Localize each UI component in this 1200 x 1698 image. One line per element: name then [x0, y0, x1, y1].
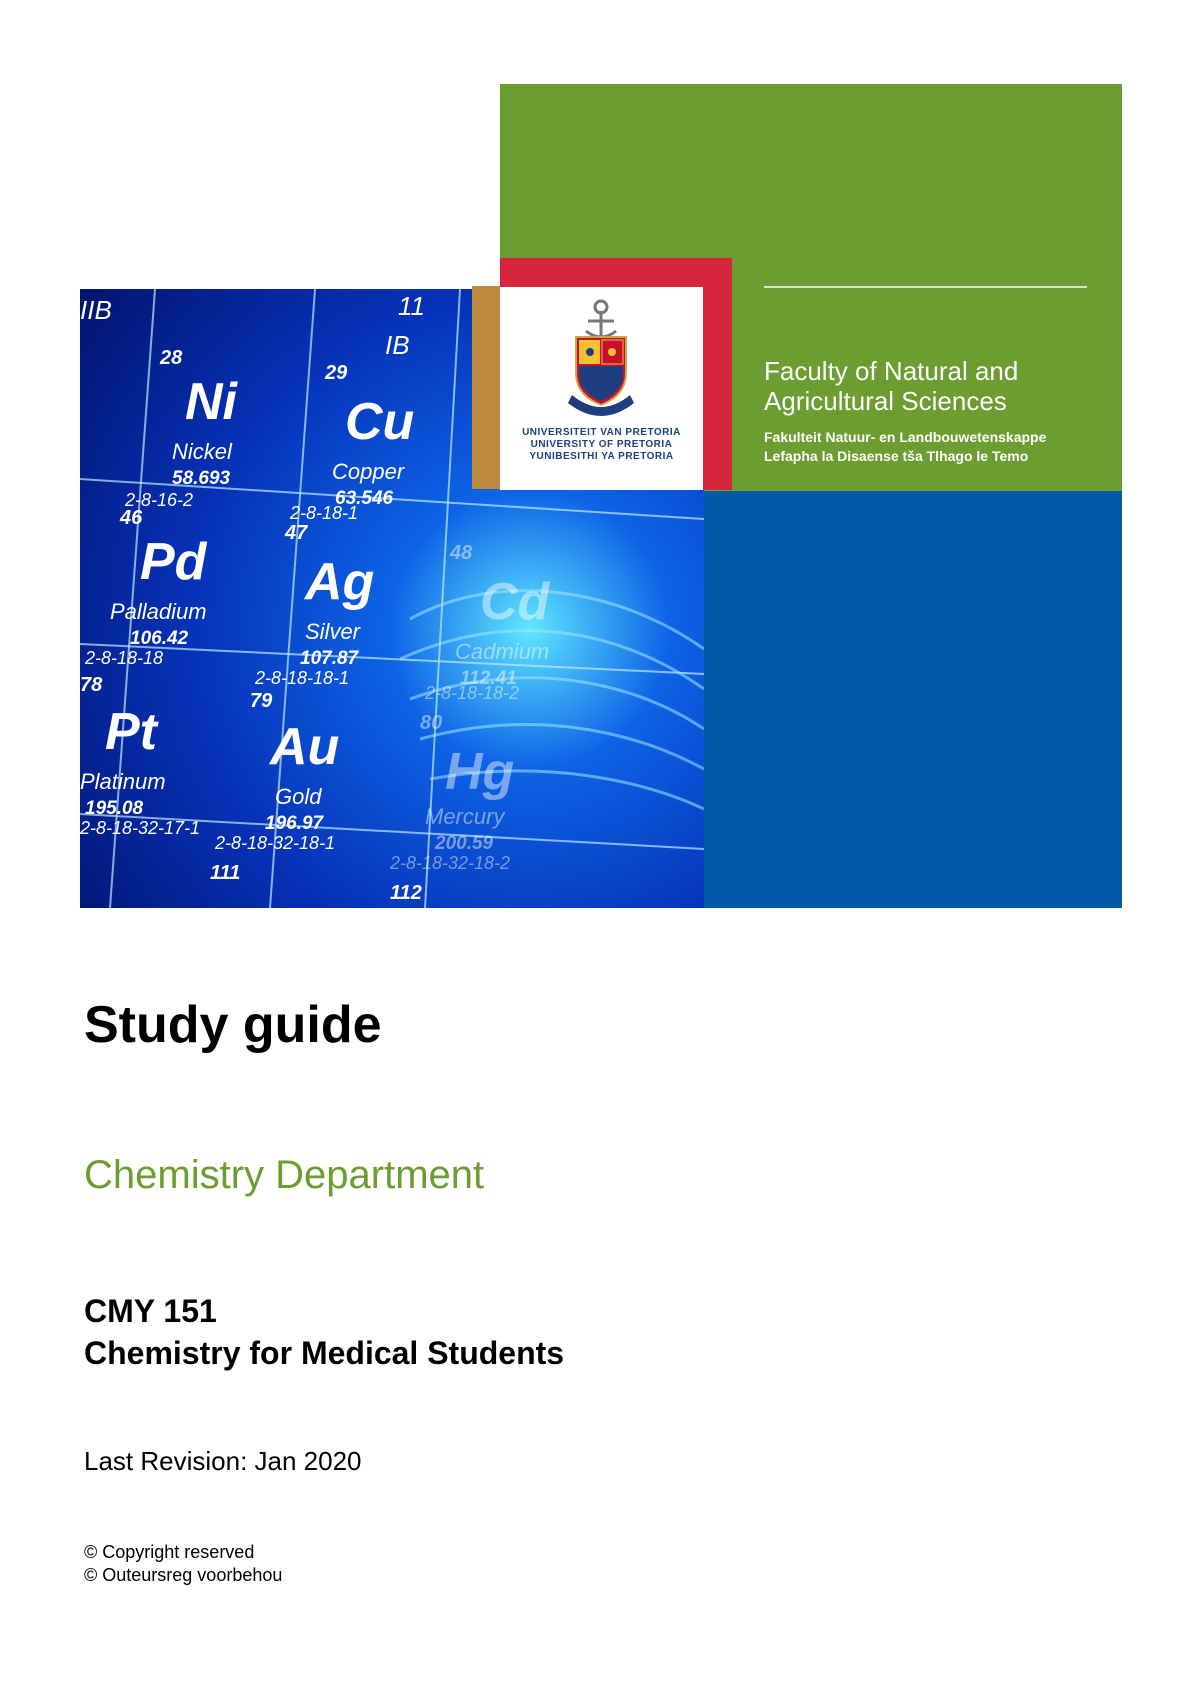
svg-text:2-8-18-1: 2-8-18-1 [290, 503, 359, 523]
svg-text:Cadmium: Cadmium [455, 639, 550, 664]
group-label-iib: IIB [80, 295, 112, 325]
university-name-sepedi: YUNIBESITHI YA PRETORIA [529, 451, 674, 462]
element-number-111: 111 [210, 862, 241, 884]
svg-text:195.08: 195.08 [85, 798, 144, 819]
university-name-english: UNIVERSITY OF PRETORIA [530, 439, 673, 450]
svg-text:2-8-16-2: 2-8-16-2 [125, 490, 194, 510]
svg-text:58.693: 58.693 [172, 468, 231, 489]
svg-text:Gold: Gold [275, 784, 322, 809]
svg-text:2-8-18-32-18-1: 2-8-18-32-18-1 [215, 833, 336, 853]
group-label-ib: IB [385, 330, 410, 360]
element-number-112: 112 [390, 882, 422, 904]
svg-text:Pd: Pd [140, 533, 207, 591]
svg-text:2-8-18-32-18-2: 2-8-18-32-18-2 [390, 853, 511, 873]
svg-text:Mercury: Mercury [425, 804, 505, 829]
svg-text:78: 78 [80, 674, 103, 696]
svg-text:46: 46 [120, 507, 143, 529]
svg-text:79: 79 [250, 690, 273, 712]
faculty-name-afrikaans: Fakulteit Natuur- en Landbouwetenskappe [764, 429, 1047, 445]
svg-text:29: 29 [325, 362, 348, 384]
faculty-title: Faculty of Natural and Agricultural Sciences [764, 356, 1019, 416]
university-name-afrikaans: UNIVERSITEIT VAN PRETORIA [522, 427, 681, 438]
faculty-divider [764, 286, 1087, 288]
svg-text:28: 28 [160, 347, 183, 369]
course-name: Chemistry for Medical Students [84, 1335, 565, 1371]
svg-text:Platinum: Platinum [80, 769, 166, 794]
department-name: Chemistry Department [84, 1153, 485, 1197]
svg-text:Silver: Silver [305, 619, 361, 644]
faculty-name-sepedi: Lefapha la Disaense tša Tlhago le Temo [764, 448, 1029, 464]
svg-text:Au: Au [270, 718, 340, 776]
svg-text:Hg: Hg [445, 743, 515, 801]
svg-text:63.546: 63.546 [335, 488, 394, 509]
svg-text:2-8-18-18-2: 2-8-18-18-2 [425, 683, 520, 703]
copyright-english: © Copyright reserved [84, 1542, 255, 1562]
svg-text:Pt: Pt [105, 703, 157, 761]
svg-text:106.42: 106.42 [130, 628, 189, 649]
last-revision: Last Revision: Jan 2020 [84, 1446, 362, 1476]
svg-text:47: 47 [285, 522, 308, 544]
svg-text:Ni: Ni [185, 373, 237, 431]
copyright-afrikaans: © Outeursreg voorbehou [84, 1565, 283, 1585]
svg-text:2-8-18-18: 2-8-18-18 [85, 648, 164, 668]
blue-panel [702, 491, 1122, 908]
svg-text:Ag: Ag [305, 553, 375, 611]
document-title: Study guide [84, 996, 382, 1054]
svg-text:112.41: 112.41 [460, 668, 517, 689]
group-label-11: 11 [398, 291, 425, 321]
svg-text:Cu: Cu [345, 393, 415, 451]
svg-text:80: 80 [420, 712, 443, 734]
svg-text:Copper: Copper [332, 459, 405, 484]
svg-text:48: 48 [450, 542, 473, 564]
svg-text:Cd: Cd [480, 573, 550, 631]
svg-text:200.59: 200.59 [435, 833, 494, 854]
svg-text:Nickel: Nickel [172, 439, 232, 464]
svg-text:2-8-18-32-17-1: 2-8-18-32-17-1 [80, 818, 201, 838]
svg-text:2-8-18-18-1: 2-8-18-18-1 [255, 668, 350, 688]
course-code: CMY 151 [84, 1293, 217, 1329]
svg-text:196.97: 196.97 [265, 813, 324, 834]
university-name-block [500, 427, 703, 463]
svg-text:107.87: 107.87 [300, 648, 359, 669]
faculty-subtitles [764, 428, 1104, 466]
svg-text:Palladium: Palladium [110, 599, 207, 624]
